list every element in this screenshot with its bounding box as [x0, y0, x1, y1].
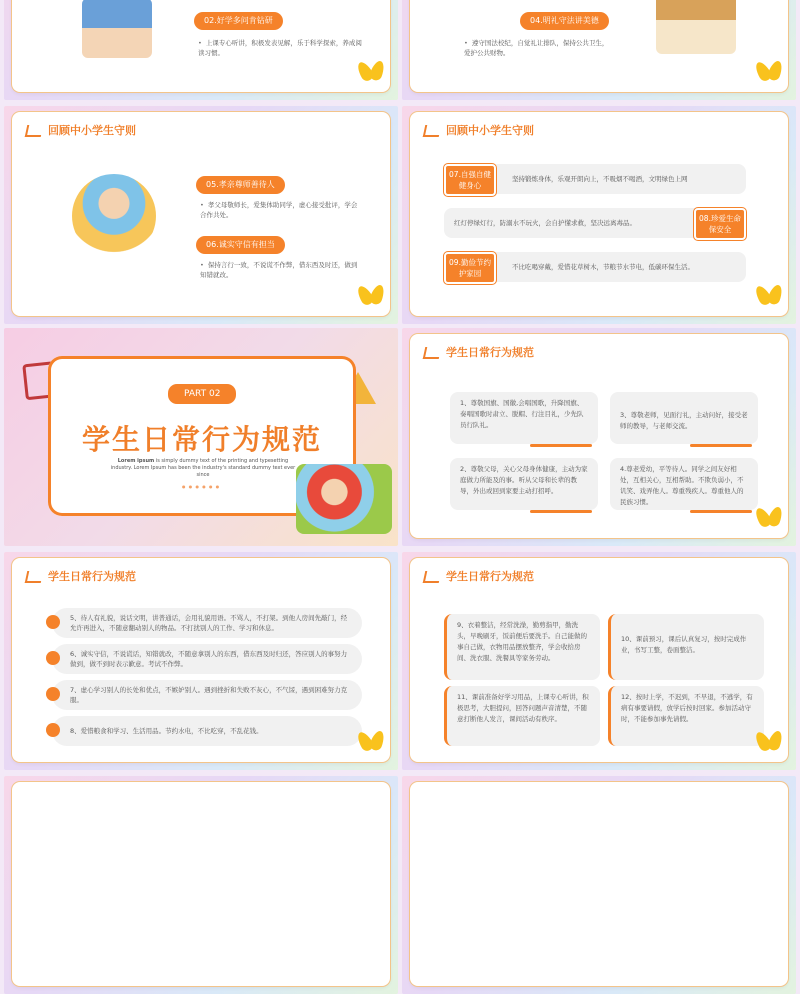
norm-item-3: 3、尊敬老师，见面行礼，主动问好，接受老师的教导，与老师交流。 — [610, 392, 758, 444]
item-underline — [530, 510, 592, 513]
slide-thumbnail-6[interactable] — [402, 328, 796, 546]
slide-thumbnail-4[interactable] — [402, 106, 796, 324]
item-underline — [530, 444, 592, 447]
rule-text-04: • 遵守国法校纪，自觉礼让排队，保持公共卫生，爱护公共财物。 — [464, 38, 614, 58]
children-illustration — [82, 0, 152, 58]
slide-thumbnail-8[interactable] — [402, 552, 796, 770]
rule-pill-05: 05.孝亲尊师善待人 — [196, 176, 285, 194]
norm-item-12: 12、按时上学，不迟到，不早退，不逃学，有病有事要请假，放学后按时回家。参加活动守时，不能参加事先请假。 — [608, 686, 764, 746]
slide-header: 回顾中小学生守则 — [26, 122, 136, 138]
slide-thumbnail-7[interactable] — [4, 552, 398, 770]
norm-item-11: 11、课前准备好学习用品，上课专心听讲，积极思考，大胆提问，回答问题声音清楚，不随意打断他人发言，课间活动有秩序。 — [444, 686, 600, 746]
item-underline — [690, 510, 752, 513]
slide-thumbnail-5[interactable] — [4, 328, 398, 546]
slide-header: 学生日常行为规范 — [424, 568, 534, 584]
lorem-text: Lorem ipsum is simply dummy text of the printing and typesetting industry. Lorem Ipsum has been the industry's standard dummy text ever since — [110, 458, 296, 478]
norm-item-4: 4.尊老爱幼，平等待人。同学之间友好相处，互相关心，互相帮助。不欺负弱小，不讥笑、戏弄他人。尊重残疾人。尊重他人的民族习惯。 — [610, 458, 758, 510]
slide-card — [410, 558, 788, 762]
leaf-decoration — [356, 284, 384, 312]
slide-card — [12, 782, 390, 986]
item-underline — [690, 444, 752, 447]
slide-card — [12, 558, 390, 762]
rule-pill-02: 02.好学多问肯钻研 — [194, 12, 283, 30]
slide-card — [410, 112, 788, 316]
pagination-dots: ● ● ● ● ● ● — [182, 484, 221, 489]
norm-item-6: 6、诚实守信，不说谎话，知错就改，不随意拿别人的东西，借东西及时归还，答应别人的事努力做到，做不到时表示歉意。考试不作弊。 — [52, 644, 362, 674]
rule-box-09: 09.勤俭节约护家园 — [444, 252, 496, 284]
reading-girl-illustration — [296, 464, 392, 534]
norm-item-10: 10、课前预习，课后认真复习，按时完成作业，书写工整，卷面整洁。 — [608, 614, 764, 680]
norm-item-2: 2、尊敬父母，关心父母身体健康，主动为家庭做力所能及的事。听从父母和长辈的教导，外出或回到家要主动打招呼。 — [450, 458, 598, 510]
leaf-decoration — [754, 60, 782, 88]
leaf-decoration — [356, 60, 384, 88]
norm-item-9: 9、衣着整洁，经常洗澡，勤剪指甲，勤洗头，早晚刷牙，饭前便后要洗手。自己能做的事自己做，衣物用品摆放整齐，学会收拾房间、洗衣服、洗餐具等家务劳动。 — [444, 614, 600, 680]
rule-pill-06: 06.诚实守信有担当 — [196, 236, 285, 254]
slide-card — [410, 782, 788, 986]
boy-with-toys-illustration — [72, 174, 156, 258]
leaf-decoration — [754, 284, 782, 312]
slide-header: 学生日常行为规范 — [26, 568, 136, 584]
slide-thumbnail-10[interactable] — [402, 776, 796, 994]
slide-header: 学生日常行为规范 — [424, 344, 534, 360]
leaf-decoration — [356, 730, 384, 758]
rule-box-08: 08.珍爱生命保安全 — [694, 208, 746, 240]
ruler-icon — [423, 125, 442, 137]
rule-text-07: 坚持锻炼身体，乐观开朗向上，不吸烟不喝酒，文明绿色上网 — [490, 164, 746, 194]
sweeping-kids-illustration — [656, 0, 736, 54]
slide-thumbnail-1[interactable] — [4, 0, 398, 100]
slide-card — [12, 112, 390, 316]
slide-card — [410, 334, 788, 538]
ruler-icon — [25, 571, 44, 583]
slide-header: 回顾中小学生守则 — [424, 122, 534, 138]
rule-text-06: • 保持言行一致，不说谎不作弊，借东西及时还，做到知错就改。 — [200, 260, 360, 280]
slide-thumbnail-2[interactable] — [402, 0, 796, 100]
part-label: PART 02 — [168, 384, 236, 404]
norm-item-5: 5、待人有礼貌，说话文明，讲普通话，会用礼貌用语。不骂人，不打架。到他人房间先敲门，经允许再进入，不随意翻动别人的物品。不打扰别人的工作、学习和休息。 — [52, 608, 362, 638]
slide-thumbnail-3[interactable] — [4, 106, 398, 324]
section-title: 学生日常行为规范 — [82, 423, 323, 456]
norm-item-8: 8、爱惜粮食和学习、生活用品。节约水电，不比吃穿，不乱花钱。 — [52, 716, 362, 746]
rule-pill-04: 04.明礼守法讲美德 — [520, 12, 609, 30]
rule-text-08: 红灯停绿灯行，防溺水不玩火，会自护懂求救，坚决远离毒品。 — [444, 208, 704, 238]
rule-text-02: • 上课专心听讲，积极发表见解，乐于科学探索，养成阅读习惯。 — [198, 38, 368, 58]
ruler-icon — [25, 125, 44, 137]
rule-text-09: 不比吃喝穿戴，爱惜花草树木，节粮节水节电，低碳环保生活。 — [490, 252, 746, 282]
ruler-icon — [423, 347, 442, 359]
norm-item-7: 7、虚心学习别人的长处和优点，不嫉妒别人。遇到挫折和失败不灰心，不气馁，遇到困难努力克服。 — [52, 680, 362, 710]
slide-card — [12, 0, 390, 92]
leaf-decoration — [754, 730, 782, 758]
rule-text-05: • 孝父母敬师长，爱集体助同学，虚心接受批评，学会合作共处。 — [200, 200, 360, 220]
slide-card — [410, 0, 788, 92]
norm-item-1: 1、尊敬国旗、国徽,会唱国歌，升降国旗、奏唱国歌时肃立、脱帽、行注目礼，少先队员行队礼。 — [450, 392, 598, 444]
ruler-icon — [423, 571, 442, 583]
rule-box-07: 07.自强自健健身心 — [444, 164, 496, 196]
slide-thumbnail-9[interactable] — [4, 776, 398, 994]
leaf-decoration — [754, 506, 782, 534]
